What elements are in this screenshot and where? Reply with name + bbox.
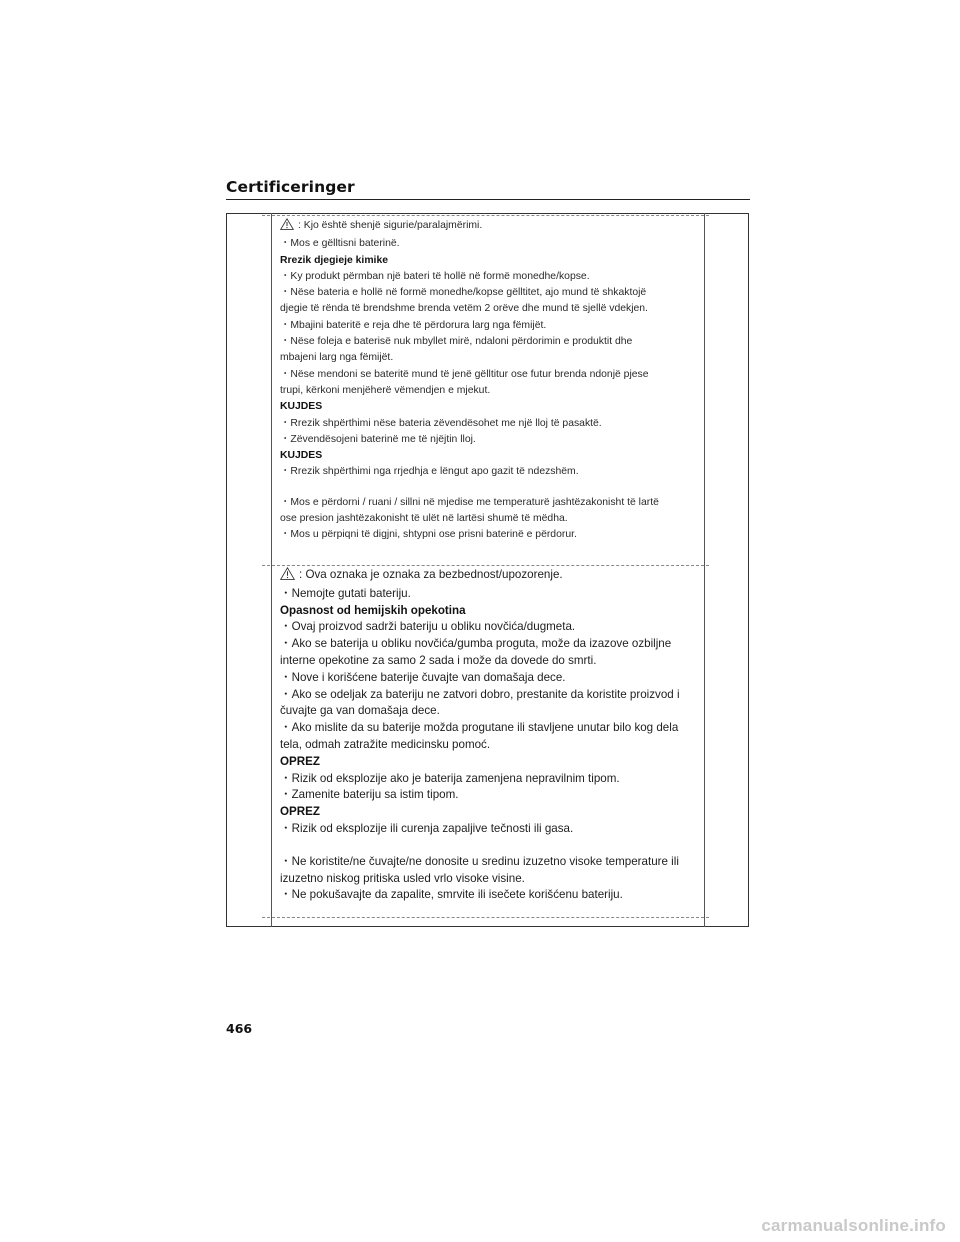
albanian-line: ・Nëse bateria e hollë në formë monedhe/kopse gëlltitet, ajo mund të shkaktojë <box>280 287 647 299</box>
albanian-line: ・Rrezik shpërthimi nëse bateria zëvendësohet me një lloj të pasaktë. <box>280 417 602 429</box>
serbian-line: ・Ako se odeljak za bateriju ne zatvori dobro, prestanite da koristite proizvod i <box>280 687 680 701</box>
serbian-warning-section <box>280 567 700 904</box>
dashed-rule-top <box>262 215 709 216</box>
serbian-line: interne opekotine za samo 2 sada i može da dovede do smrti. <box>280 653 597 667</box>
serbian-line: ・Nove i korišćene baterije čuvajte van domašaja dece. <box>280 670 566 684</box>
albanian-heading: KUJDES <box>280 450 323 462</box>
albanian-warning-line <box>280 218 700 236</box>
serbian-line: ・Nemojte gutati bateriju. <box>280 586 411 600</box>
page-title: Certificeringer <box>226 178 355 196</box>
albanian-lines <box>280 236 700 543</box>
serbian-line: ・Ako se baterija u obliku novčića/gumba proguta, može da izazove ozbiljne <box>280 637 672 651</box>
albanian-line: ose presion jashtëzakonisht të ulët në lartësi shumë të mëdha. <box>280 513 568 525</box>
serbian-heading: Opasnost od hemijskih opekotina <box>280 603 466 617</box>
albanian-line: ・Rrezik shpërthimi nga rrjedhja e lëngut apo gazit të ndezshëm. <box>280 466 579 478</box>
albanian-warning-text: : Kjo është shenjë sigurie/paralajmërimi. <box>298 220 483 231</box>
serbian-warning-line <box>280 567 700 586</box>
serbian-warning-text: : Ova oznaka je oznaka za bezbednost/upozorenje. <box>299 568 563 581</box>
page-number: 466 <box>226 1021 253 1036</box>
serbian-line: ・Ako mislite da su baterije možda progutane ili stavljene unutar bilo kog dela <box>280 721 679 735</box>
serbian-line: ・Rizik od eksplozije ili curenja zapaljive tečnosti ili gasa. <box>280 821 574 835</box>
serbian-line: ・Ne koristite/ne čuvajte/ne donosite u sredinu izuzetno visoke temperature ili <box>280 854 679 868</box>
albanian-line: ・Nëse mendoni se bateritë mund të jenë gëlltitur ose futur brenda ndonjë pjese <box>280 368 649 380</box>
warning-triangle-icon <box>280 567 295 586</box>
albanian-line: ・Mbajini bateritë e reja dhe të përdorura larg nga fëmijët. <box>280 319 547 331</box>
frame-inner-line-left <box>271 213 272 927</box>
frame-inner-line-right <box>704 213 705 927</box>
albanian-line: trupi, kërkoni menjëherë vëmendjen e mjekut. <box>280 384 491 396</box>
dashed-rule-middle <box>262 565 709 566</box>
albanian-line: ・Mos u përpiqni të digjni, shtypni ose prisni baterinë e përdorur. <box>280 529 577 541</box>
serbian-line: ・Ne pokušavajte da zapalite, smrvite ili isečete korišćenu bateriju. <box>280 888 623 902</box>
albanian-warning-section <box>280 218 700 544</box>
serbian-gap <box>280 838 700 854</box>
albanian-line: djegie të rënda të brendshme brenda vetëm 2 orëve dhe mund të sjellë vdekjen. <box>280 303 648 315</box>
serbian-line: ・Zamenite bateriju sa istim tipom. <box>280 788 459 802</box>
serbian-heading: OPREZ <box>280 805 320 819</box>
albanian-heading: KUJDES <box>280 401 323 413</box>
serbian-heading: OPREZ <box>280 754 320 768</box>
albanian-heading: Rrezik djegieje kimike <box>280 254 389 266</box>
serbian-line: ・Ovaj proizvod sadrži bateriju u obliku novčića/dugmeta. <box>280 620 576 634</box>
albanian-line: ・Mos e gëlltisni baterinë. <box>280 238 400 250</box>
albanian-line: ・Nëse foleja e baterisë nuk mbyllet mirë, ndaloni përdorimin e produktit dhe <box>280 336 633 348</box>
page-header <box>226 178 750 200</box>
warning-triangle-icon <box>280 218 294 236</box>
albanian-line: ・Zëvendësojeni baterinë me të njëjtin lloj. <box>280 433 476 445</box>
serbian-line: ・Rizik od eksplozije ako je baterija zamenjena nepravilnim tipom. <box>280 771 620 785</box>
serbian-line: čuvajte ga van domašaja dece. <box>280 704 440 718</box>
serbian-line: izuzetno niskog pritiska usled vrlo visoke visine. <box>280 871 525 885</box>
watermark: carmanualsonline.info <box>761 1216 946 1235</box>
albanian-line: ・Ky produkt përmban një bateri të hollë në formë monedhe/kopse. <box>280 270 590 282</box>
albanian-gap <box>280 481 700 495</box>
serbian-line: tela, odmah zatražite medicinsku pomoć. <box>280 737 491 751</box>
serbian-lines <box>280 586 700 904</box>
dashed-rule-bottom <box>262 917 709 918</box>
albanian-line: ・Mos e përdorni / ruani / sillni në mjedise me temperaturë jashtëzakonisht të lartë <box>280 496 659 508</box>
albanian-line: mbajeni larg nga fëmijët. <box>280 352 394 364</box>
